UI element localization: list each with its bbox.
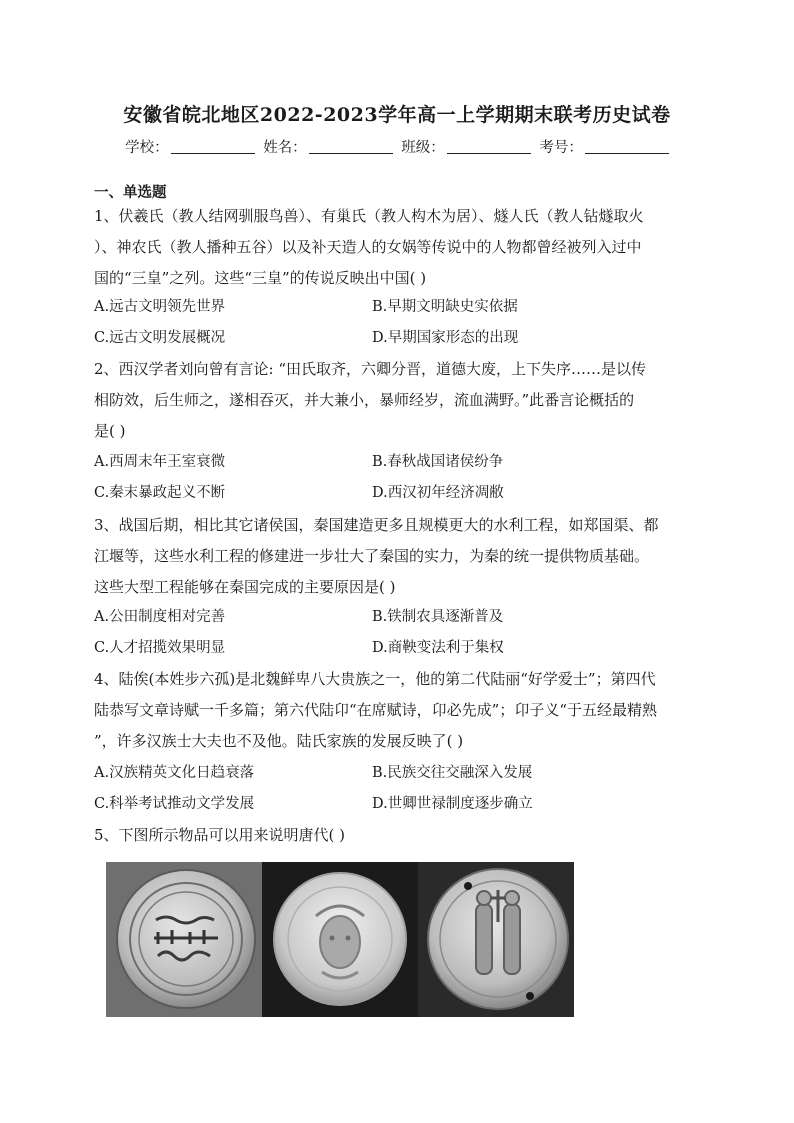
- question-line: ”，许多汉族士大夫也不及他。陆氏家族的发展反映了( ): [94, 732, 464, 750]
- question-2: [94, 354, 702, 447]
- class-label: 班级：: [401, 140, 445, 156]
- question-line: 这些大型工程能够在秦国完成的主要原因是( ): [94, 578, 396, 596]
- option-d[interactable]: D.西汉初年经济凋敝: [372, 485, 504, 501]
- option-b[interactable]: B.早期文明缺史实依据: [372, 299, 518, 315]
- school-field[interactable]: [125, 136, 255, 157]
- number-field[interactable]: [539, 136, 669, 157]
- page-title: 安徽省皖北地区2022-2023学年高一上学期期末联考历史试卷: [123, 104, 671, 126]
- question-3-options: [94, 602, 702, 664]
- question-line: 江堰等，这些水利工程的修建进一步壮大了秦国的实力，为秦的统一提供物质基础。: [94, 547, 650, 565]
- question-line: 相防效，后生师之，遂相吞灭，并大兼小，暴师经岁，流血满野。”此番言论概括的: [94, 391, 635, 409]
- number-label: 考号：: [539, 140, 583, 156]
- question-line: 陆恭写文章诗赋一千多篇；第六代陆卬“在席赋诗，卬必先成”；卬子义“于五经最精熟: [94, 701, 658, 719]
- question-3: [94, 510, 702, 603]
- number-blank[interactable]: [585, 139, 669, 154]
- option-c[interactable]: C.科举考试推动文学发展: [94, 796, 255, 812]
- option-d[interactable]: D.商鞅变法利于集权: [372, 640, 504, 656]
- question-1-options: [94, 292, 702, 354]
- question-line: 3、战国后期，相比其它诸侯国，秦国建造更多且规模更大的水利工程，如郑国渠、都: [94, 516, 659, 534]
- option-d[interactable]: D.世卿世禄制度逐步确立: [372, 796, 533, 812]
- question-line: 1、伏羲氏（教人结网驯服鸟兽）、有巢氏（教人构木为居）、燧人氏（教人钻燧取火: [94, 207, 644, 225]
- question-line: 4、陆俟(本姓步六孤)是北魏鲜卑八大贵族之一，他的第二代陆丽“好学爱士”；第四代: [94, 670, 656, 688]
- question-line: 是( ): [94, 422, 126, 440]
- option-c[interactable]: C.秦末暴政起义不断: [94, 485, 226, 501]
- school-blank[interactable]: [171, 139, 255, 154]
- option-a[interactable]: A.汉族精英文化日趋衰落: [94, 765, 255, 781]
- option-b[interactable]: B.民族交往交融深入发展: [372, 765, 533, 781]
- question-line: 2、西汉学者刘向曾有言论: “田氏取齐，六卿分晋，道德大废，上下失序……是以传: [94, 360, 647, 378]
- question-2-options: [94, 447, 702, 509]
- byzantine-coin: [428, 869, 568, 1009]
- question-line: 国的“三皇”之列。这些“三皇”的传说反映出中国( ): [94, 269, 427, 287]
- name-label: 姓名：: [263, 140, 307, 156]
- option-c[interactable]: C.人才招揽效果明显: [94, 640, 226, 656]
- student-info-line: [0, 136, 794, 157]
- coins-photo: [106, 862, 574, 1017]
- option-a[interactable]: A.远古文明领先世界: [94, 299, 226, 315]
- option-a[interactable]: A.西周末年王室衰微: [94, 454, 226, 470]
- question-5: [94, 820, 702, 851]
- class-blank[interactable]: [447, 139, 531, 154]
- sasanian-coin: [274, 873, 406, 1005]
- option-b[interactable]: B.铁制农具逐渐普及: [372, 609, 504, 625]
- name-field[interactable]: [263, 136, 393, 157]
- option-d[interactable]: D.早期国家形态的出现: [372, 330, 519, 346]
- section-title: 一、单选题: [94, 184, 167, 201]
- arabic-coin: [117, 870, 255, 1008]
- question-line: ）、神农氏（教人播种五谷）以及补天造人的女娲等传说中的人物都曾经被列入过中: [94, 238, 642, 256]
- coins-illustration: [106, 862, 574, 1017]
- option-a[interactable]: A.公田制度相对完善: [94, 609, 226, 625]
- question-4-options: [94, 758, 702, 820]
- option-c[interactable]: C.远古文明发展概况: [94, 330, 226, 346]
- name-blank[interactable]: [309, 139, 393, 154]
- question-4: [94, 664, 702, 757]
- question-1: [94, 201, 702, 294]
- school-label: 学校：: [125, 140, 169, 156]
- question-line: 5、下图所示物品可以用来说明唐代( ): [94, 826, 346, 844]
- option-b[interactable]: B.春秋战国诸侯纷争: [372, 454, 504, 470]
- class-field[interactable]: [401, 136, 531, 157]
